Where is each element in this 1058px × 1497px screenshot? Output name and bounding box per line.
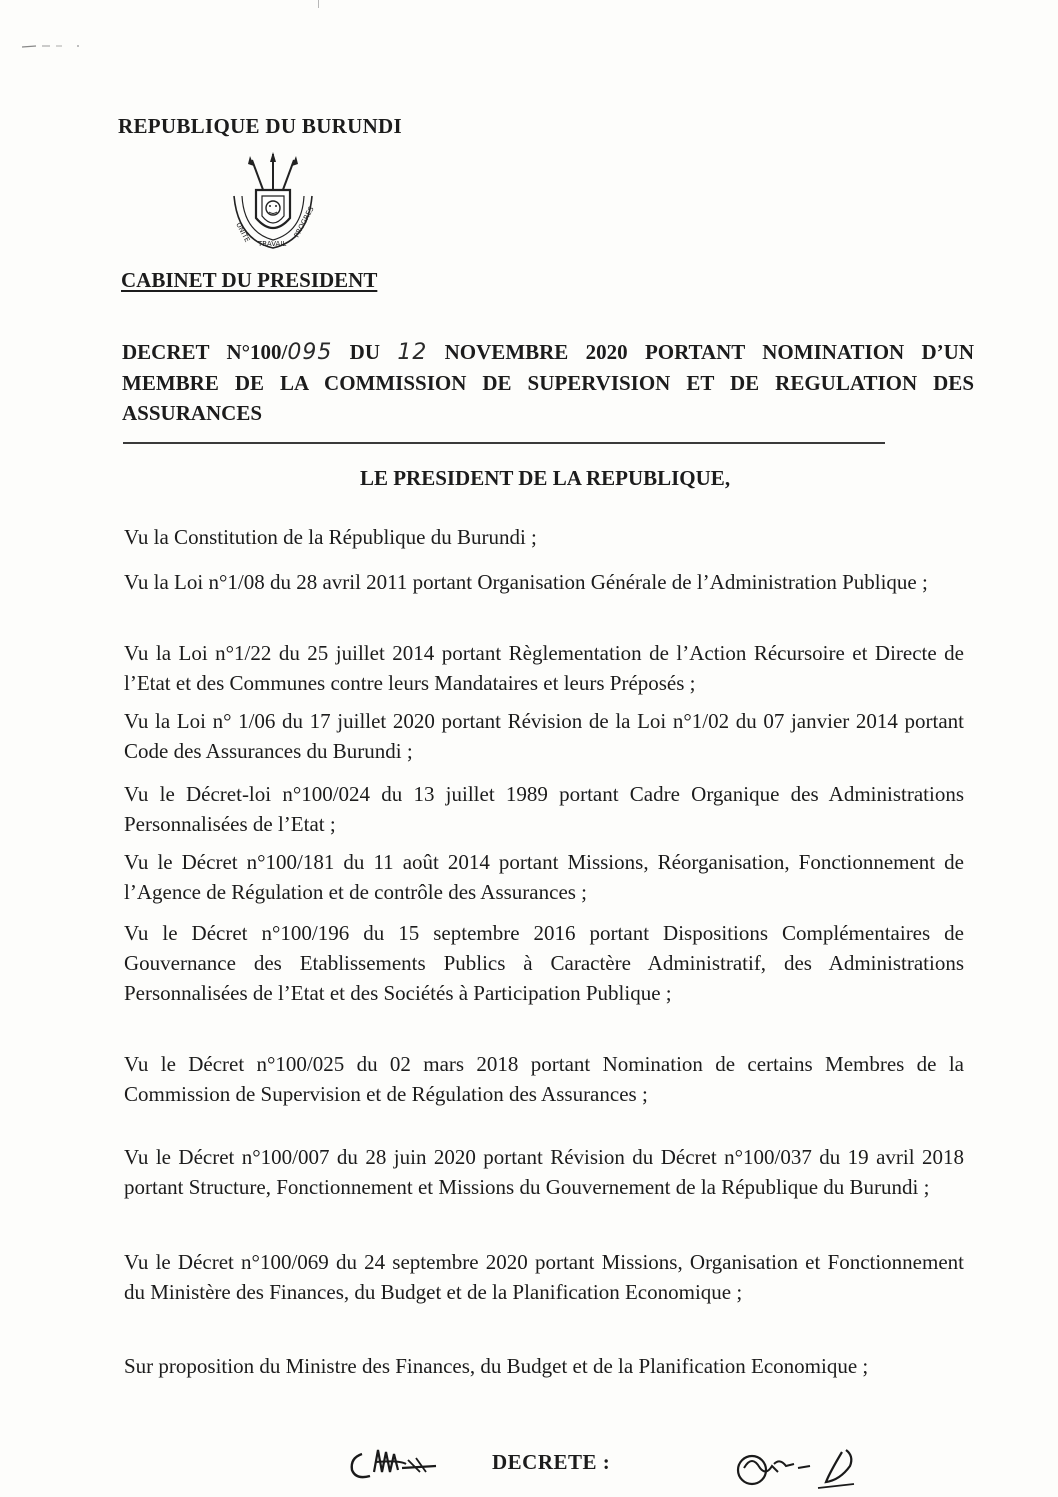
svg-text:PROGRES: PROGRES bbox=[292, 205, 316, 239]
svg-text:UNITE: UNITE bbox=[234, 221, 252, 244]
consideration-item: Vu le Décret n°100/007 du 28 juin 2020 portant Révision du Décret n°100/037 du 19 avril 2018 portant Structure, Fonctionnement et Missions du Gouvernement de la République du Burundi ; bbox=[124, 1145, 964, 1199]
decree-title-prefix: DECRET N°100/ bbox=[122, 340, 288, 364]
consideration-item: Vu la Loi n°1/22 du 25 juillet 2014 portant Règlementation de l’Action Récursoire et Directe de l’Etat et des Communes contre leurs Mandataires et leurs Préposés ; bbox=[124, 641, 964, 695]
coat-of-arms-emblem bbox=[214, 152, 332, 258]
consideration-item: Sur proposition du Ministre des Finances, du Budget et de la Planification Economique ; bbox=[124, 1354, 869, 1378]
consideration-item: Vu la Constitution de la République du Burundi ; bbox=[124, 525, 537, 549]
initials-signature-right bbox=[722, 1442, 872, 1492]
initials-signature-left bbox=[346, 1442, 442, 1486]
president-heading: LE PRESIDENT DE LA REPUBLIQUE, bbox=[359, 466, 731, 490]
decree-title-mid: DU bbox=[332, 340, 398, 364]
consideration-item: Vu la Loi n°1/08 du 28 avril 2011 portant Organisation Générale de l’Administration Publique ; bbox=[124, 570, 928, 594]
consideration-item: Vu le Décret n°100/025 du 02 mars 2018 portant Nomination de certains Membres de la Commission de Supervision et de Régulation des Assurances ; bbox=[124, 1052, 964, 1106]
decree-title-rest: NOVEMBRE 2020 PORTANT NOMINATION D’UN MEMBRE DE LA COMMISSION DE SUPERVISION ET DE REGULATION DES ASSURANCES bbox=[122, 340, 974, 425]
title-separator-rule bbox=[123, 442, 885, 444]
office-name: CABINET DU PRESIDENT bbox=[121, 268, 378, 292]
handwritten-decree-number: 095 bbox=[287, 340, 333, 365]
consideration-item: Vu le Décret n°100/069 du 24 septembre 2020 portant Missions, Organisation et Fonctionnement du Ministère des Finances, du Budget et de la Planification Economique ; bbox=[124, 1250, 964, 1304]
svg-text:TRAVAIL: TRAVAIL bbox=[258, 240, 287, 248]
decree-footer bbox=[0, 1442, 1058, 1492]
decrete-heading: DECRETE : bbox=[492, 1450, 611, 1474]
consideration-item: Vu le Décret n°100/196 du 15 septembre 2016 portant Dispositions Complémentaires de Gouvernance des Etablissements Publics à Caractère Administratif, des Administrations Personnalisées de l’Etat et des Sociétés à Participation Publique ; bbox=[124, 921, 964, 1005]
consideration-item: Vu le Décret-loi n°100/024 du 13 juillet 1989 portant Cadre Organique des Administrations Personnalisées de l’Etat ; bbox=[124, 782, 964, 836]
country-name: REPUBLIQUE DU BURUNDI bbox=[118, 114, 402, 138]
decree-title bbox=[122, 337, 974, 428]
consideration-item: Vu le Décret n°100/181 du 11 août 2014 portant Missions, Réorganisation, Fonctionnement de l’Agence de Régulation et de contrôle des Assurances ; bbox=[124, 850, 964, 904]
consideration-item: Vu la Loi n° 1/06 du 17 juillet 2020 portant Révision de la Loi n°1/02 du 07 janvier 2014 portant Code des Assurances du Burundi ; bbox=[124, 709, 964, 763]
handwritten-decree-day: 12 bbox=[397, 340, 428, 365]
scan-artifact-dashes bbox=[22, 44, 82, 50]
scan-artifact-tick bbox=[318, 0, 319, 8]
